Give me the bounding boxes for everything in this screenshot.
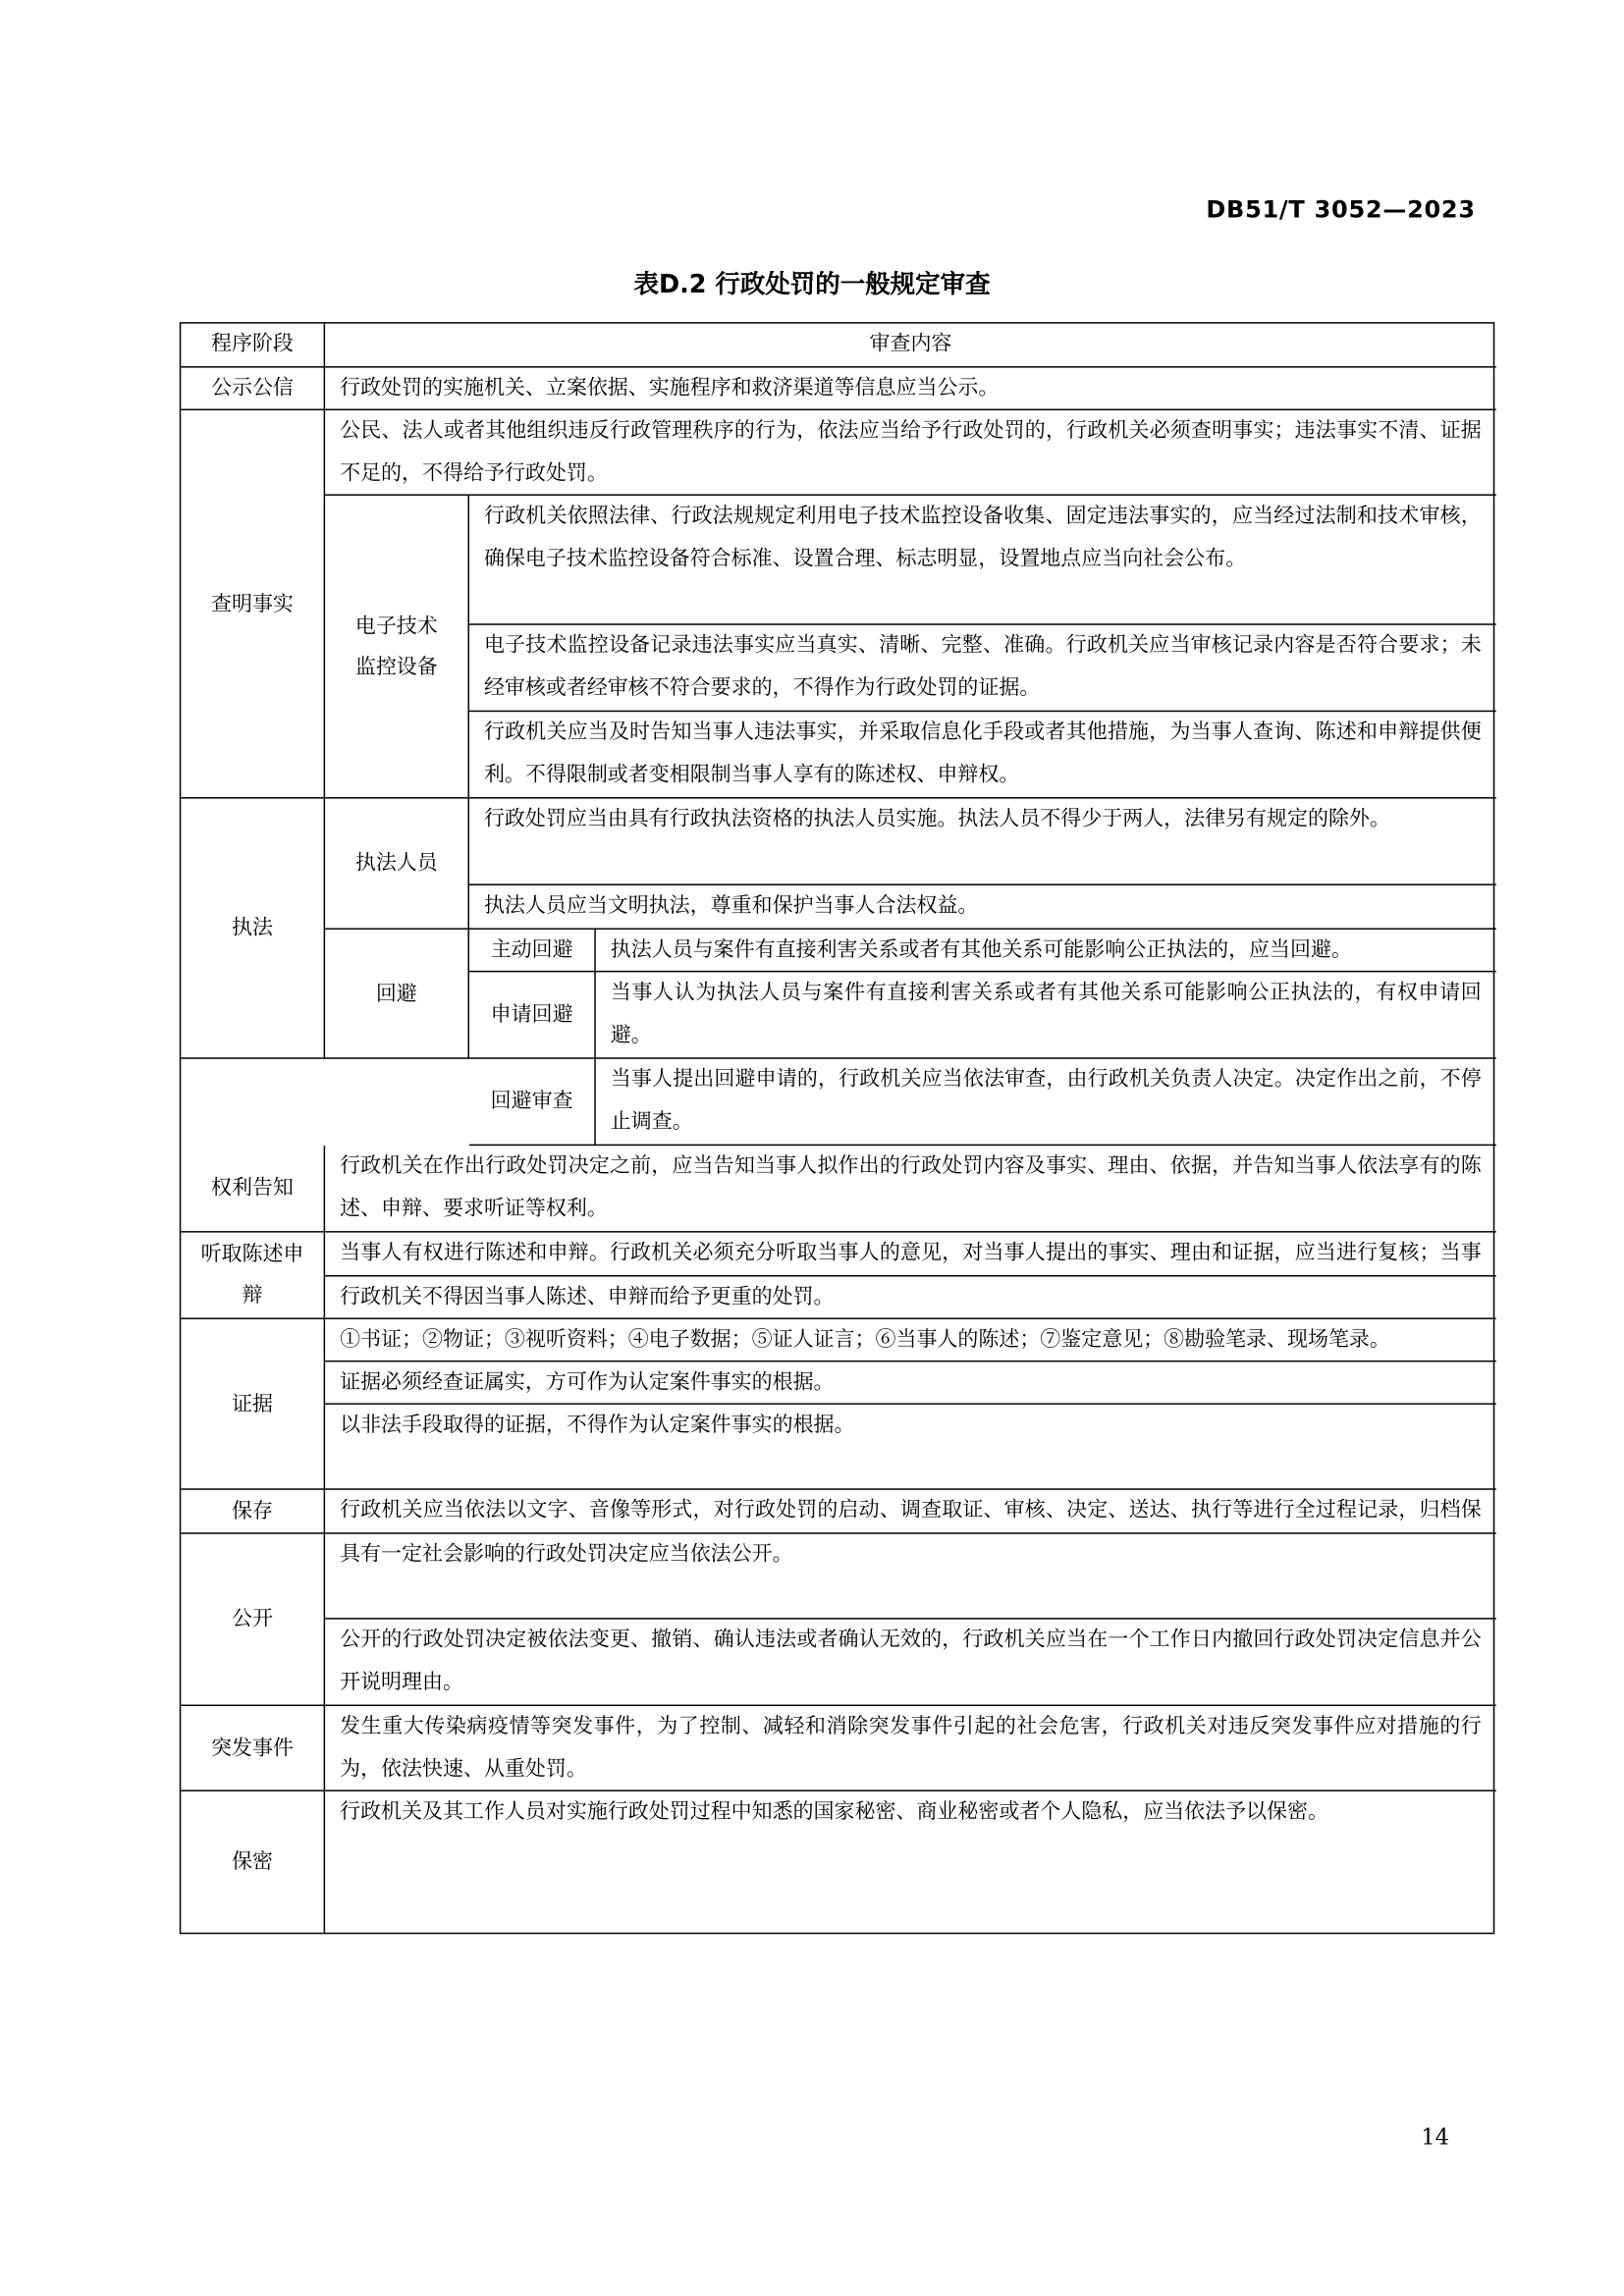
content-gongshi: 行政处罚的实施机关、立案依据、实施程序和救济渠道等信息应当公示。 [325,368,1496,410]
stage-label-zhengju: 证据 [181,1319,325,1490]
content-quanli: 行政机关在作出行政处罚决定之前，应当告知当事人拟作出的行政处罚内容及事实、理由、依据，并告知当事人依法享有的陈述、申辩、要求听证等权利。 [325,1146,1496,1232]
content-monitoring-2: 电子技术监控设备记录违法事实应当真实、清晰、完整、准确。行政机关应当审核记录内容是否符合要求；未经审核或者经审核不符合要求的，不得作为行政处罚的证据。 [469,625,1496,712]
content-zhengju-3: 以非法手段取得的证据，不得作为认定案件事实的根据。 [325,1405,1496,1490]
content-recusal-apply: 当事人认为执法人员与案件有直接利害关系或者有其他关系可能影响公正执法的，有权申请回避。 [596,972,1496,1058]
content-baocun: 行政机关应当依法以文字、音像等形式，对行政处罚的启动、调查取证、审核、决定、送达、执行等进行全过程记录，归档保 [325,1490,1496,1534]
sub-label-monitoring: 电子技术监控设备 [325,496,469,799]
header-content: 审查内容 [325,324,1496,368]
content-recusal-review: 当事人提出回避申请的，行政机关应当依法审查，由行政机关负责人决定。决定作出之前，不停止调查。 [596,1059,1496,1146]
content-monitoring-3: 行政机关应当及时告知当事人违法事实，并采取信息化手段或者其他措施，为当事人查询、陈述和申辩提供便利。不得限制或者变相限制当事人享有的陈述权、申辩权。 [469,712,1496,798]
content-personnel-1: 行政处罚应当由具有行政执法资格的执法人员实施。执法人员不得少于两人，法律另有规定的除外。 [469,799,1496,885]
content-zhengju-2: 证据必须经查证属实，方可作为认定案件事实的根据。 [325,1362,1496,1404]
stage-label-baomi: 保密 [181,1791,325,1933]
document-code: DB51/T 3052—2023 [1206,195,1476,224]
stage-label-tingqu: 听取陈述申辩 [181,1233,325,1319]
stage-label-gongshi: 公示公信 [181,368,325,410]
content-tingqu-1: 当事人有权进行陈述和申辩。行政机关必须充分听取当事人的意见，对当事人提出的事实、理由和证据，应当进行复核；当事 [325,1233,1496,1277]
content-tingqu-2: 行政机关不得因当事人陈述、申辩而给予更重的处罚。 [325,1277,1496,1319]
content-gongkai-1: 具有一定社会影响的行政处罚决定应当依法公开。 [325,1534,1496,1620]
stage-label-baocun: 保存 [181,1490,325,1534]
content-personnel-2: 执法人员应当文明执法，尊重和保护当事人合法权益。 [469,885,1496,930]
sub-label-personnel: 执法人员 [325,799,469,930]
content-zhengju-1: ①书证；②物证；③视听资料；④电子数据；⑤证人证言；⑥当事人的陈述；⑦鉴定意见；⑧勘验笔录、现场笔录。 [325,1319,1496,1362]
stage-label-tufa: 突发事件 [181,1706,325,1791]
page-number: 14 [1421,2123,1449,2151]
content-chaming-main: 公民、法人或者其他组织违反行政管理秩序的行为，依法应当给予行政处罚的，行政机关必须查明事实；违法事实不清、证据不足的，不得给予行政处罚。 [325,410,1496,496]
sub-label-recusal: 回避 [325,930,469,1059]
content-baomi: 行政机关及其工作人员对实施行政处罚过程中知悉的国家秘密、商业秘密或者个人隐私，应当依法予以保密。 [340,1799,1328,1824]
content-monitoring-1: 行政机关依照法律、行政法规规定利用电子技术监控设备收集、固定违法事实的，应当经过法制和技术审核，确保电子技术监控设备符合标准、设置合理、标志明显，设置地点应当向社会公布。 [469,496,1496,625]
stage-label-chaming: 查明事实 [181,410,325,799]
content-tufa: 发生重大传染病疫情等突发事件，为了控制、减轻和消除突发事件引起的社会危害，行政机关对违反突发事件应对措施的行为，依法快速、从重处罚。 [325,1706,1496,1791]
stage-label-zhifa: 执法 [181,799,325,1059]
content-recusal-active: 执法人员与案件有直接利害关系或者有其他关系可能影响公正执法的，应当回避。 [596,930,1496,972]
stage-label-gongkai: 公开 [181,1534,325,1706]
recusal-label-review: 回避审查 [469,1059,596,1146]
review-table [180,322,1494,1934]
recusal-label-apply: 申请回避 [469,972,596,1058]
content-gongkai-2: 公开的行政处罚决定被依法变更、撤销、确认违法或者确认无效的，行政机关应当在一个工作日内撤回行政处罚决定信息并公开说明理由。 [325,1620,1496,1706]
stage-label-quanli: 权利告知 [181,1146,325,1232]
recusal-label-active: 主动回避 [469,930,596,972]
table-title: 表D.2 行政处罚的一般规定审查 [633,270,991,300]
header-stage: 程序阶段 [181,324,325,368]
